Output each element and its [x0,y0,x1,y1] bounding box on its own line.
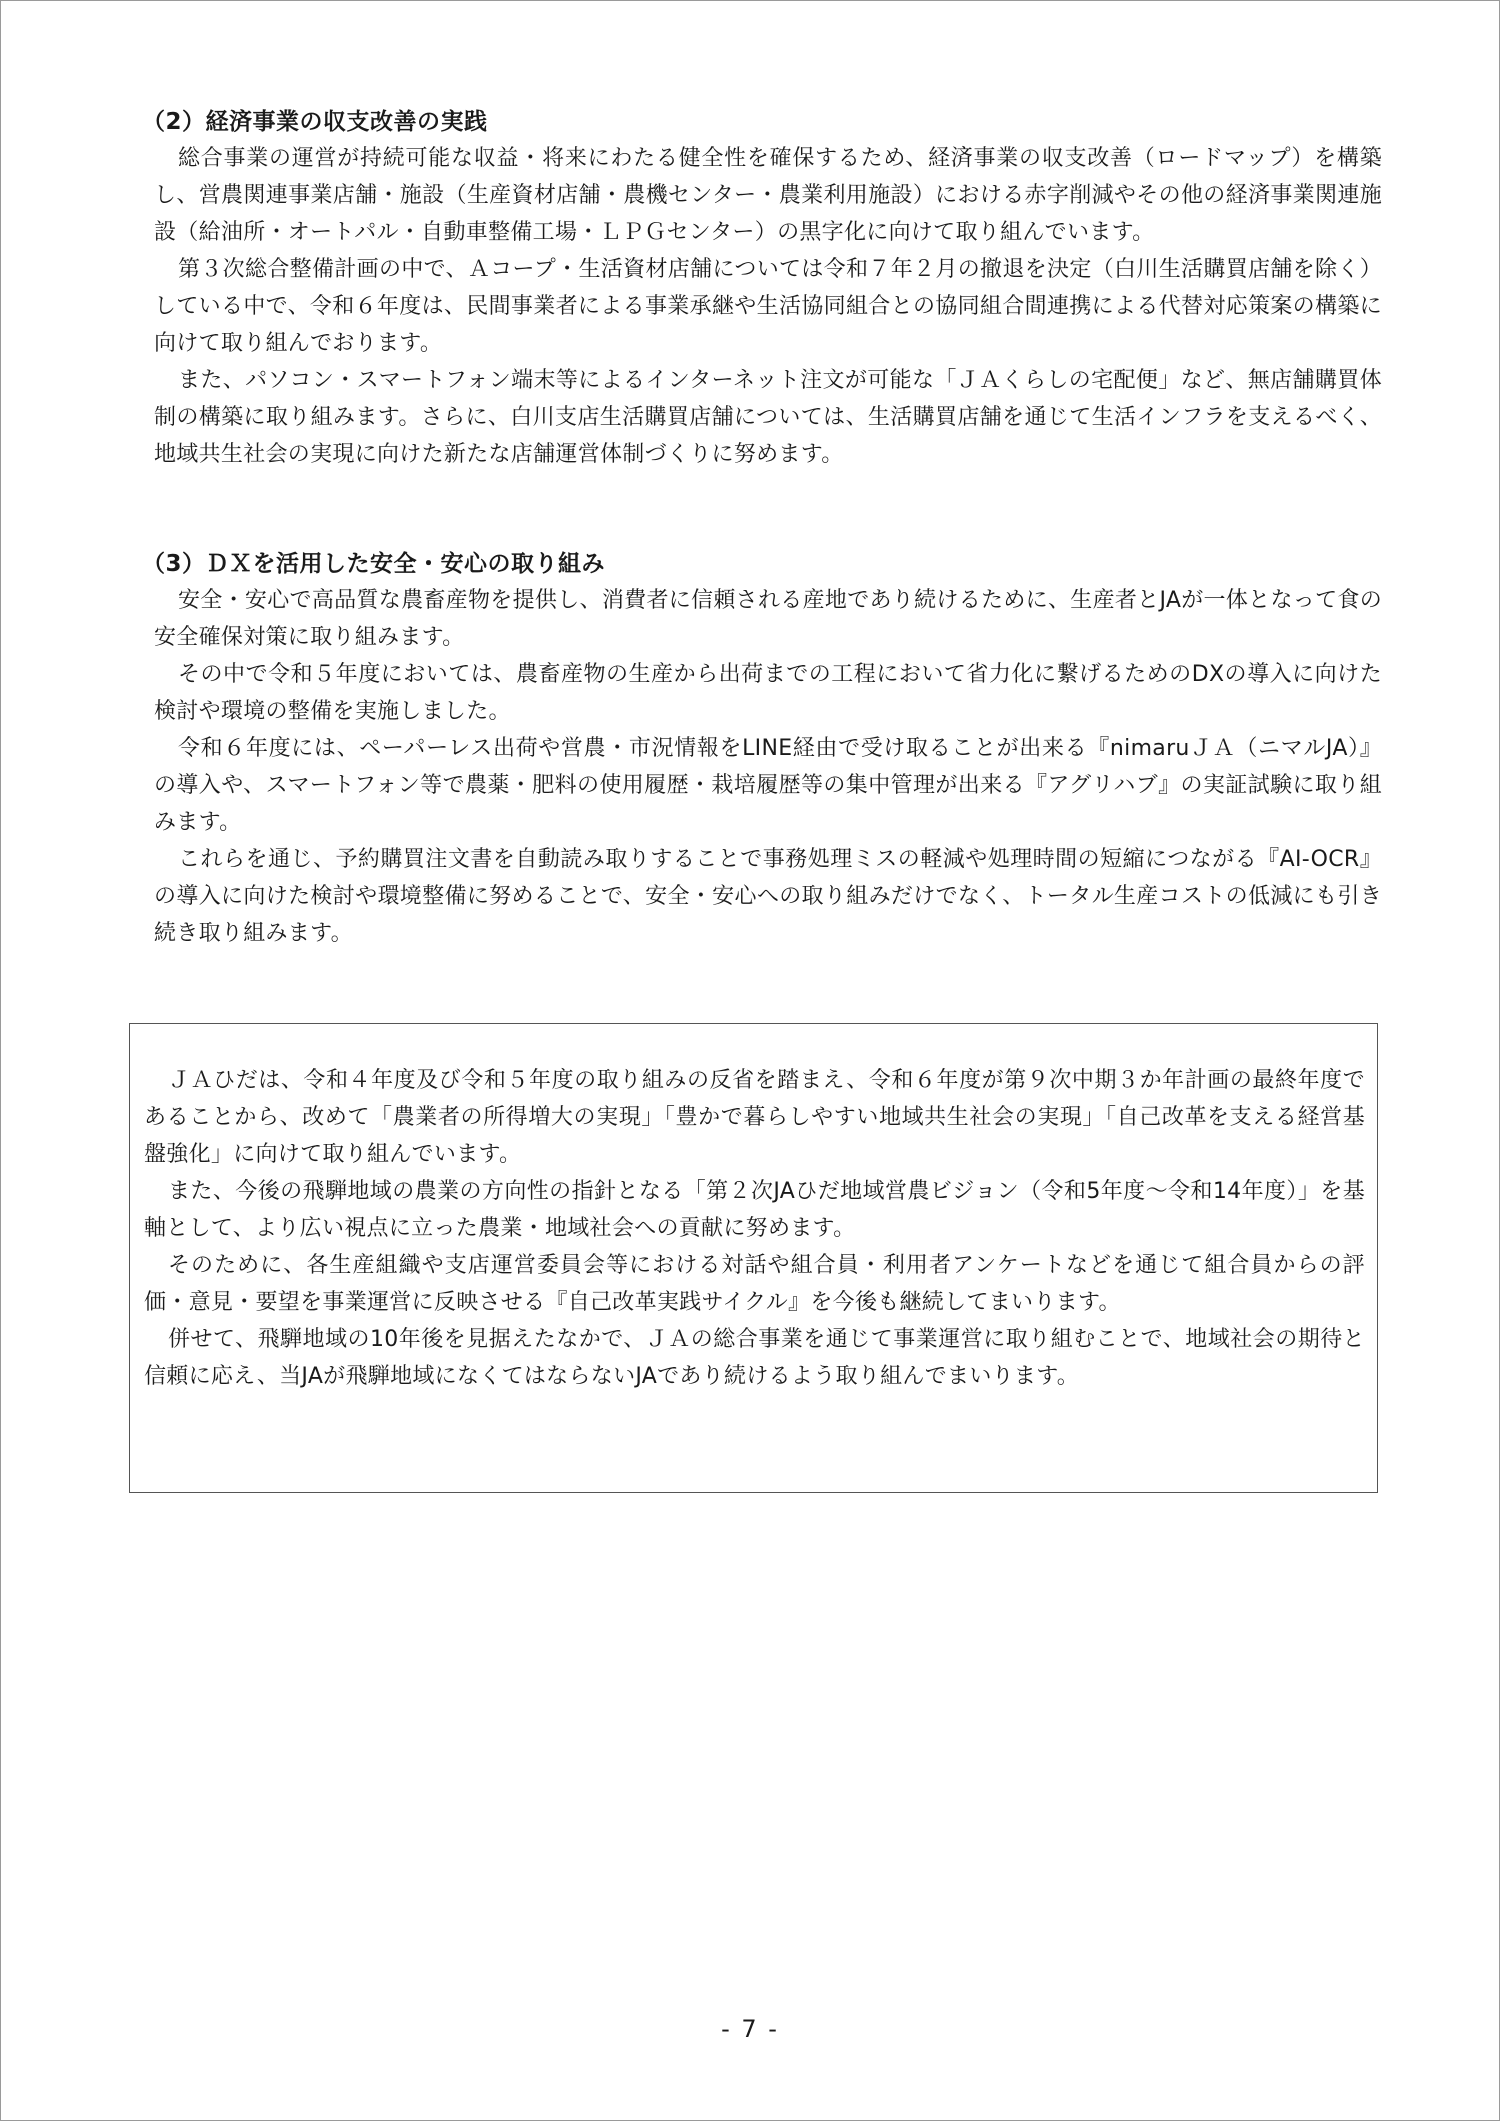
paragraph: 安全・安心で高品質な農畜産物を提供し、消費者に信頼される産地であり続けるために、生産者とJAが一体となって食の安全確保対策に取り組みます。 [154,588,1382,650]
summary-box [129,1023,1378,1493]
paragraph: ＪＡひだは、令和４年度及び令和５年度の取り組みの反省を踏まえ、令和６年度が第９次中期３か年計画の最終年度であることから、改めて「農業者の所得増大の実現」「豊かで暮らしやすい地域共生社会の実現」「自己改革を支える経営基盤強化」に向けて取り組んでいます。 [144,1068,1365,1167]
section-heading: （2）経済事業の収支改善の実践 [142,109,488,135]
paragraph: そのために、各生産組織や支店運営委員会等における対話や組合員・利用者アンケートなどを通じて組合員からの評価・意見・要望を事業運営に反映させる『自己改革実践サイクル』を今後も継続してまいります。 [144,1253,1365,1315]
paragraph: 総合事業の運営が持続可能な収益・将来にわたる健全性を確保するため、経済事業の収支改善（ロードマップ）を構築し、営農関連事業店舗・施設（生産資材店舗・農機センター・農業利用施設）における赤字削減やその他の経済事業関連施設（給油所・オートパル・自動車整備工場・ＬＰＧセンター）の黒字化に向けて取り組んでいます。 [154,146,1382,245]
paragraph: また、パソコン・スマートフォン端末等によるインターネット注文が可能な「ＪＡくらしの宅配便」など、無店舗購買体制の構築に取り組みます。さらに、白川支店生活購買店舗については、生活購買店舗を通じて生活インフラを支えるべく、地域共生社会の実現に向けた新たな店舗運営体制づくりに努めます。 [154,368,1382,467]
paragraph: これらを通じ、予約購買注文書を自動読み取りすることで事務処理ミスの軽減や処理時間の短縮につながる『AI-OCR』の導入に向けた検討や環境整備に努めることで、安全・安心への取り組みだけでなく、トータル生産コストの低減にも引き続き取り組みます。 [154,847,1382,946]
section-heading: （3）ＤＸを活用した安全・安心の取り組み [142,551,606,577]
paragraph: 第３次総合整備計画の中で、Ａコープ・生活資材店舗については令和７年２月の撤退を決定（白川生活購買店舗を除く）している中で、令和６年度は、民間事業者による事業承継や生活協同組合との協同組合間連携による代替対応策案の構築に向けて取り組んでおります。 [154,257,1382,356]
paragraph: また、今後の飛騨地域の農業の方向性の指針となる「第２次JAひだ地域営農ビジョン（令和5年度～令和14年度）」を基軸として、より広い視点に立った農業・地域社会への貢献に努めます。 [144,1179,1365,1241]
paragraph: 併せて、飛騨地域の10年後を見据えたなかで、ＪＡの総合事業を通じて事業運営に取り組むことで、地域社会の期待と信頼に応え、当JAが飛騨地域になくてはならないJAであり続けるよう取り組んでまいります。 [144,1327,1365,1389]
paragraph: 令和６年度には、ペーパーレス出荷や営農・市況情報をLINE経由で受け取ることが出来る『nimaruＪＡ（ニマルJA）』の導入や、スマートフォン等で農薬・肥料の使用履歴・栽培履歴等の集中管理が出来る『アグリハブ』の実証試験に取り組みます。 [154,736,1382,835]
section-dx-safety [142,546,1382,952]
section-economic-business [142,104,1382,473]
page-number: - 7 - [721,2015,779,2043]
paragraph: その中で令和５年度においては、農畜産物の生産から出荷までの工程において省力化に繋げるためのDXの導入に向けた検討や環境の整備を実施しました。 [154,662,1382,724]
